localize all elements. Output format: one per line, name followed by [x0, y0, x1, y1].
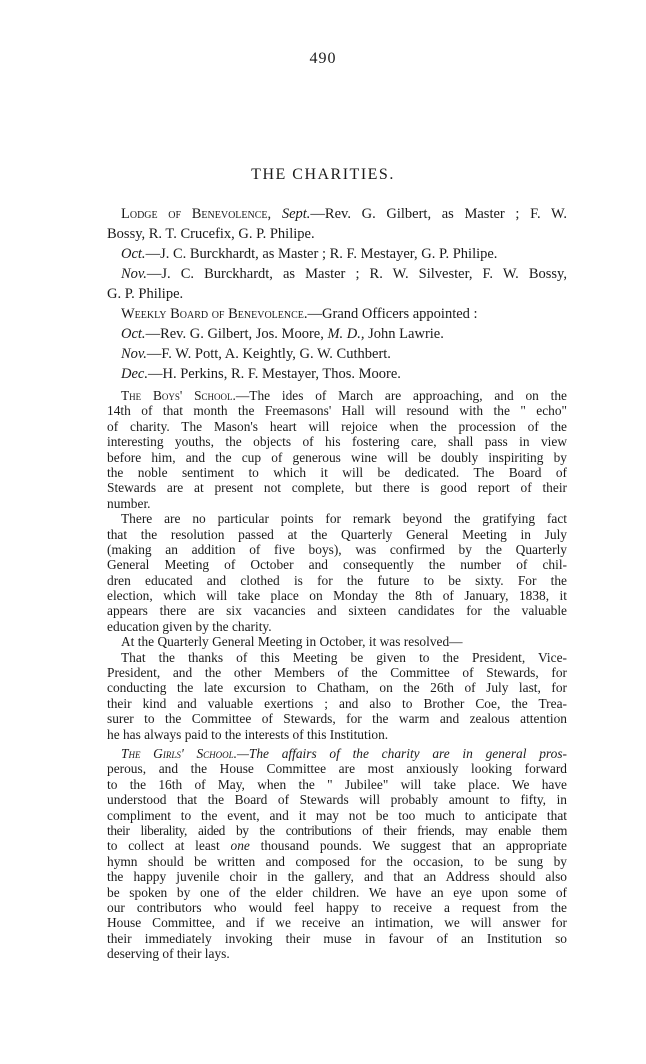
- section-heading: THE CHARITIES.: [251, 166, 395, 183]
- page-number: 490: [309, 50, 337, 67]
- weekly-title: Weekly Board of Benevolence.: [121, 306, 308, 322]
- girls-line-14: deserving of their lays.: [107, 946, 230, 962]
- boys-line-8: number.: [107, 495, 151, 511]
- boys-line-5: before him, and the cup of generous wine will be doubly inspiriting by: [107, 449, 567, 465]
- weekly-month-nov: Nov.: [121, 346, 147, 362]
- lodge-text: —J. C. Burckhardt, as Master ; R. W. Silvester, F. W. Bossy,: [146, 266, 567, 282]
- lodge-line-2: Bossy, R. T. Crucefix, G. P. Philipe.: [107, 226, 315, 242]
- weekly-line-4: [107, 364, 567, 384]
- girls-line-6: their liberality, aided by the contributions of their friends, may enable them: [107, 822, 567, 838]
- boys-line-2: 14th of that month the Freemasons' Hall will resound with the " echo": [107, 403, 567, 419]
- boys-p4-line-6: he has always paid to the interests of this Institution.: [107, 726, 389, 742]
- girls-emphasis-one: one: [230, 838, 250, 854]
- lodge-line-5: G. P. Philipe.: [107, 286, 184, 302]
- boys-p4-line-4: their kind and valuable exertions ; and also to Brother Coe, the Trea-: [107, 695, 567, 711]
- page-body: [107, 204, 567, 961]
- boys-text: —The ides of March are approaching, and on the: [235, 388, 567, 403]
- weekly-line-3: [107, 344, 567, 364]
- boys-title: The Boys' School.: [121, 388, 236, 403]
- boys-p2-line-2: that the resolution passed at the Quarterly General Meeting in July: [107, 526, 567, 542]
- weekly-board-section: [107, 304, 567, 384]
- weekly-line-1: [107, 304, 567, 324]
- girls-text: to collect at least: [107, 838, 220, 854]
- girls-line-13: their immediately invoking their muse in favour of an Institution so: [107, 930, 567, 946]
- girls-line-10: be spoken by one of the elder children. We have an eye upon some of: [107, 884, 567, 900]
- boys-line-4: interesting youths, the objects of his fostering care, shall pass in view: [107, 434, 567, 450]
- boys-p4-line-3: conducting the late excursion to Chatham, on the 26th of July last, for: [107, 680, 567, 696]
- lodge-of-benevolence-section: [107, 204, 567, 304]
- girls-text: —The affairs of the charity are in general pros-: [237, 745, 567, 761]
- girls-line-4: understood that the Board of Stewards will probably amount to fifty, in: [107, 792, 567, 808]
- lodge-line-1: [107, 204, 567, 224]
- girls-line-12: House Committee, and if we receive an intimation, we will answer for: [107, 915, 567, 931]
- boys-school-section: [107, 388, 567, 742]
- weekly-month-oct: Oct.: [121, 326, 146, 342]
- girls-line-11: our contributors who would feel happy to receive a request from the: [107, 899, 567, 915]
- lodge-month-nov: Nov.: [121, 266, 147, 282]
- boys-p4-line-5: surer to the Committee of Stewards, for the warm and zealous attention: [107, 711, 567, 727]
- girls-title: The Girls' School.: [121, 745, 237, 761]
- lodge-title: Lodge of Benevolence,: [121, 206, 272, 222]
- lodge-month-oct: Oct.: [121, 246, 146, 262]
- boys-p2-line-4: General Meeting of October and consequently the number of chil-: [107, 557, 567, 573]
- weekly-text: —Grand Officers appointed :: [307, 306, 478, 322]
- boys-p4-line-1: That the thanks of this Meeting be given to the President, Vice-: [121, 649, 567, 665]
- weekly-line-2: [107, 324, 567, 344]
- weekly-md: M. D.,: [327, 326, 365, 342]
- weekly-text: —F. W. Pott, A. Keightly, G. W. Cuthbert.: [146, 346, 391, 362]
- boys-line-6: the noble sentiment to which it will be dedicated. The Board of: [107, 464, 567, 480]
- boys-p2-line-1: There are no particular points for remark beyond the gratifying fact: [121, 511, 567, 527]
- boys-p3-line-1: At the Quarterly General Meeting in October, it was resolved—: [121, 634, 463, 650]
- girls-line-7: [107, 838, 567, 853]
- boys-p4-line-2: President, and the other Members of the Committee of Stewards, for: [107, 665, 567, 681]
- weekly-text: —H. Perkins, R. F. Mestayer, Thos. Moore.: [147, 366, 401, 382]
- girls-line-9: the happy juvenile choir in the gallery, and that an Address should also: [107, 869, 567, 885]
- lodge-line-4: [107, 264, 567, 284]
- weekly-month-dec: Dec.: [121, 366, 148, 382]
- boys-p2-line-3: (making an addition of five boys), was confirmed by the Quarterly: [107, 541, 567, 557]
- girls-line-8: hymn should be written and composed for the occasion, to be sung by: [107, 853, 567, 869]
- weekly-text: John Lawrie.: [368, 326, 444, 342]
- boys-p2-line-8: education given by the charity.: [107, 618, 272, 634]
- girls-line-5: compliment to the event, and it may not be too much to anticipate that: [107, 807, 567, 823]
- girls-text: thousand pounds. We suggest that an appropriate: [260, 838, 567, 854]
- boys-p2-line-6: election, which will take place on Monday the 8th of January, 1838, it: [107, 588, 567, 604]
- boys-p2-line-7: appears there are six vacancies and sixteen candidates for the valuable: [107, 603, 567, 619]
- lodge-month-sept: Sept.: [281, 206, 311, 222]
- girls-school-section: [107, 746, 567, 961]
- girls-line-3: to the 16th of May, when the " Jubilee" will take place. We have: [107, 776, 567, 792]
- boys-p2-line-5: dren educated and clothed is for the future to be sixty. For the: [107, 572, 567, 588]
- lodge-text: —J. C. Burckhardt, as Master ; R. F. Mestayer, G. P. Philipe.: [145, 246, 498, 262]
- boys-line-7: Stewards are at present not complete, but there is good report of their: [107, 480, 567, 496]
- boys-line-1: [107, 388, 567, 403]
- girls-line-1: [107, 746, 567, 761]
- boys-line-3: of charity. The Mason's heart will rejoice when the procession of the: [107, 418, 567, 434]
- lodge-text: —Rev. G. Gilbert, as Master ; F. W.: [310, 206, 567, 222]
- lodge-line-3: [107, 244, 567, 264]
- weekly-text: —Rev. G. Gilbert, Jos. Moore,: [145, 326, 324, 342]
- girls-line-2: perous, and the House Committee are most anxiously looking forward: [107, 761, 567, 777]
